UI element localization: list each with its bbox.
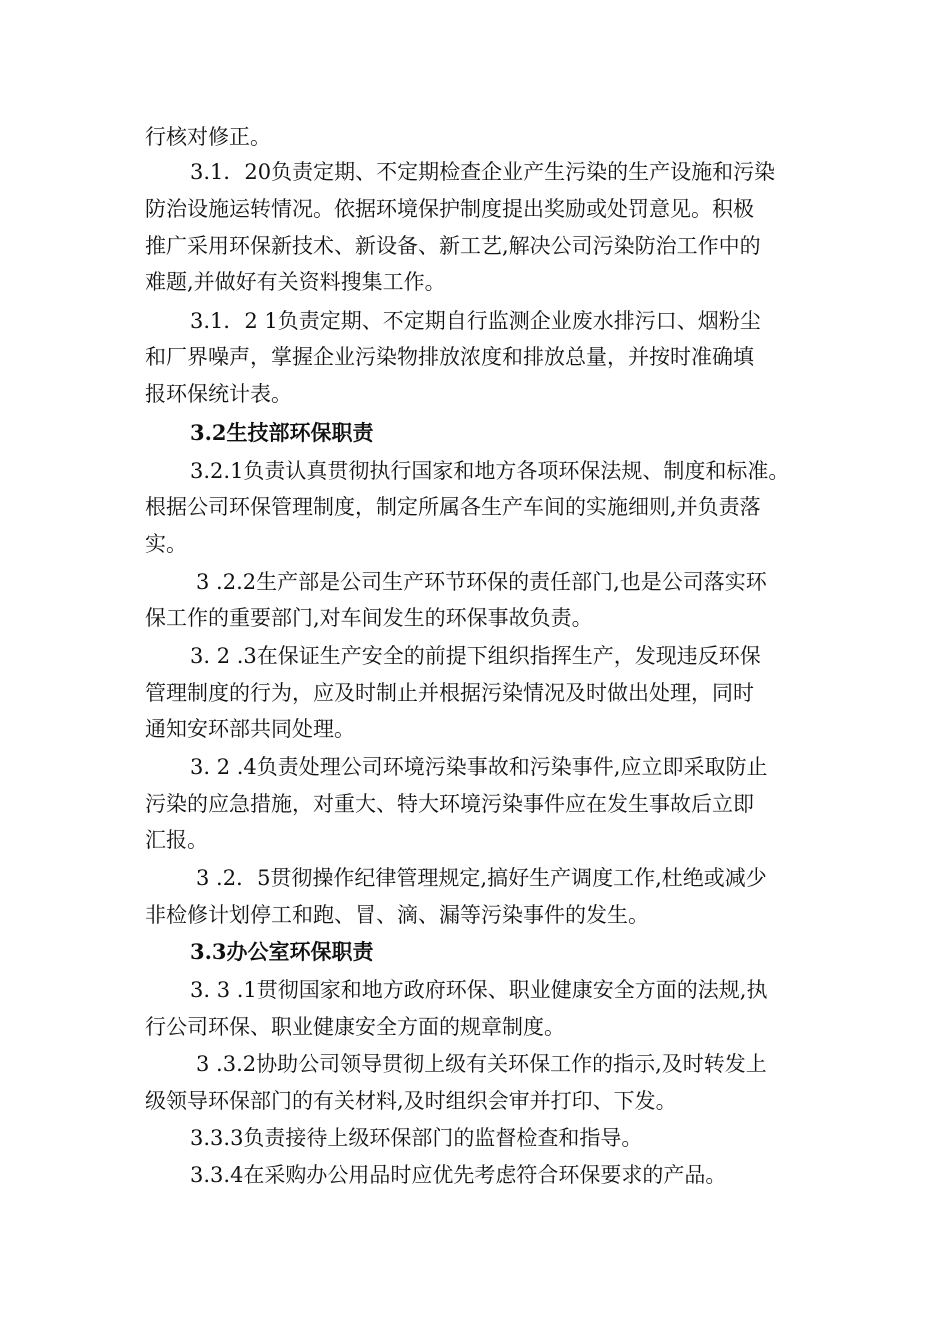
text-line: 3 .2.2生产部是公司生产环节环保的责任部门,也是公司落实环 [196, 570, 767, 594]
text-line: 推广采用环保新技术、新设备、新工艺,解决公司污染防治工作中的 [145, 234, 761, 258]
text-line: 3.3.4在采购办公用品时应优先考虑符合环保要求的产品。 [190, 1163, 727, 1187]
text-line: 3.2.1负责认真贯彻执行国家和地方各项环保法规、制度和标准。 [190, 459, 790, 483]
text-line: 实。 [145, 532, 187, 556]
text-line: 3. 3 .1贯彻国家和地方政府环保、职业健康安全方面的法规,执 [190, 978, 768, 1002]
text-line: 保工作的重要部门,对车间发生的环保事故负责。 [145, 606, 593, 630]
text-line: 防治设施运转情况。依据环境保护制度提出奖励或处罚意见。积极 [145, 197, 754, 221]
text-line: 管理制度的行为，应及时制止并根据污染情况及时做出处理，同时 [145, 681, 754, 705]
text-line: 和厂界噪声，掌握企业污染物排放浓度和排放总量，并按时准确填 [145, 345, 754, 369]
section-heading: 3.3办公室环保职责 [190, 939, 374, 964]
section-heading: 3.2生技部环保职责 [190, 420, 374, 445]
text-line: 3 .2．5贯彻操作纪律管理规定,搞好生产调度工作,杜绝或减少 [196, 866, 767, 890]
text-line: 3. 2 .3在保证生产安全的前提下组织指挥生产，发现违反环保 [190, 644, 761, 668]
text-line: 报环保统计表。 [145, 382, 292, 406]
text-line: 难题,并做好有关资料搜集工作。 [145, 270, 446, 294]
text-line: 行公司环保、职业健康安全方面的规章制度。 [145, 1015, 565, 1039]
text-line: 行核对修正。 [145, 125, 271, 149]
text-line: 根据公司环保管理制度，制定所属各生产车间的实施细则,并负责落 [145, 495, 761, 519]
text-line: 汇报。 [145, 828, 208, 852]
text-line: 通知安环部共同处理。 [145, 717, 355, 741]
text-line: 3.3.3负责接待上级环保部门的监督检查和指导。 [190, 1126, 643, 1150]
text-line: 级领导环保部门的有关材料,及时组织会审并打印、下发。 [145, 1089, 677, 1113]
text-line: 3 .3.2协助公司领导贯彻上级有关环保工作的指示,及时转发上 [196, 1052, 767, 1076]
text-line: 3.1．20负责定期、不定期检查企业产生污染的生产设施和污染 [190, 160, 776, 184]
text-line: 3.1．2 1负责定期、不定期自行监测企业废水排污口、烟粉尘 [190, 309, 761, 333]
text-line: 污染的应急措施，对重大、特大环境污染事件应在发生事故后立即 [145, 792, 754, 816]
text-line: 3. 2 .4负责处理公司环境污染事故和污染事件,应立即采取防止 [190, 755, 768, 779]
text-line: 非检修计划停工和跑、冒、滴、漏等污染事件的发生。 [145, 903, 649, 927]
